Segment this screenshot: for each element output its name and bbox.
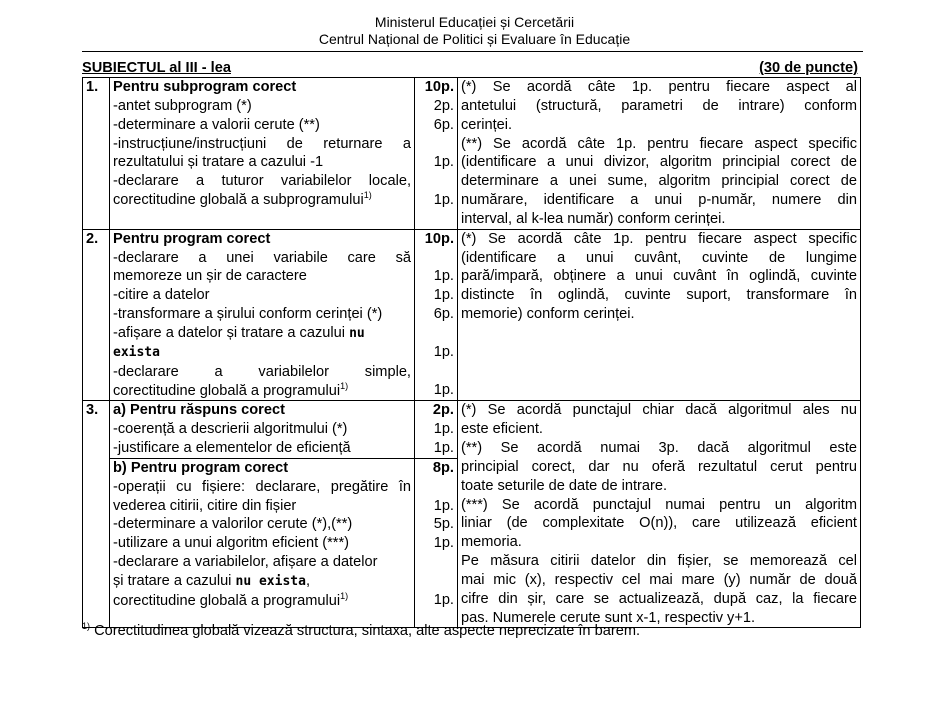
points-value: 2p.	[433, 97, 454, 114]
note-line: antetului (structură, parametri de intrare) conform	[461, 97, 857, 114]
subject-points: (30 de puncte)	[759, 60, 858, 76]
code-keyword: nu exista	[235, 573, 306, 589]
points-value	[418, 572, 454, 591]
note-line: Pe măsura citirii datelor din fișier, se memorează cel	[461, 553, 857, 570]
points-value: 6p.	[433, 306, 454, 323]
code-keyword: exista	[113, 344, 160, 360]
criteria-line	[113, 592, 411, 611]
points-cell	[415, 229, 458, 401]
code-keyword: nu	[349, 325, 365, 341]
points-value: 1p.	[433, 535, 454, 552]
note-line: (**) Se acordă numai 3p. dacă algoritmul este	[461, 440, 857, 457]
points-value: 1p.	[433, 343, 454, 360]
criteria-heading: a) Pentru răspuns corect	[113, 402, 285, 419]
criteria-text: corectitudine globală a subprogramului	[113, 192, 364, 209]
table-row	[83, 229, 861, 401]
points-value	[418, 135, 454, 154]
criteria-line: -transformare a șirului conform cerinței (*)	[113, 306, 383, 323]
points-value: 1p.	[433, 154, 454, 171]
criteria-line	[113, 382, 411, 401]
footnote-mark: 1)	[363, 190, 372, 201]
criteria-line: -declarare a variabilelor simple,	[113, 363, 411, 380]
footnote-mark: 1)	[340, 380, 349, 391]
note-line: (**) Se acordă câte 1p. pentru fiecare aspect specific	[461, 135, 857, 152]
points-value	[418, 478, 454, 497]
item-number: 3.	[83, 401, 110, 628]
criteria-line: rezultatului și tratare a cazului -1	[113, 154, 324, 171]
subject-heading	[82, 59, 858, 77]
criteria-line: -determinare a valorii cerute (**)	[113, 116, 320, 133]
note-line: pas. Numerele cerute sunt x-1, respectiv y+1.	[461, 609, 756, 626]
note-line: memorie) conform cerinței.	[461, 306, 635, 323]
criteria-line: -operații cu fișiere: declarare, pregătire în	[113, 478, 411, 495]
notes-cell	[458, 78, 861, 230]
criteria-line: vederea citirii, citire din fișier	[113, 497, 297, 514]
note-line: toate seturile de date de intrare.	[461, 477, 668, 494]
points-value: 5p.	[433, 516, 454, 533]
note-line: determinare a unei sume, algoritm principial corect de	[461, 173, 857, 190]
criteria-heading: Pentru subprogram corect	[113, 79, 297, 95]
note-line: este eficient.	[461, 421, 543, 438]
table-row	[83, 78, 861, 230]
points-value: 1p.	[433, 497, 454, 514]
header-center: Centrul Național de Politici și Evaluare în Educație	[318, 31, 631, 47]
points-value: 1p.	[433, 192, 454, 209]
criteria-line: -justificare a elementelor de eficiență	[113, 440, 351, 457]
points-total: 8p.	[432, 459, 454, 476]
points-value	[418, 362, 454, 381]
criteria-heading: Pentru program corect	[113, 230, 271, 247]
note-line: memoria.	[461, 534, 522, 551]
note-line: (*) Se acordă câte 1p. pentru fiecare aspect al	[461, 79, 857, 95]
points-value: 6p.	[433, 116, 454, 133]
criteria-text: și tratare a cazului	[113, 572, 232, 589]
note-line: cerinței.	[461, 116, 513, 133]
criteria-line: -declarare a variabilelor, afișare a datelor	[113, 554, 378, 571]
points-value: 1p.	[433, 268, 454, 285]
criteria-text: -afișare a datelor și tratare a cazului	[113, 324, 345, 341]
criteria-cell	[110, 401, 415, 628]
note-line: interval, al k-lea număr) conform cerinței.	[461, 210, 726, 227]
points-value	[418, 249, 454, 268]
notes-cell	[458, 229, 861, 401]
points-total: 10p.	[424, 230, 454, 247]
points-total: 2p.	[432, 402, 454, 419]
note-line: mai mic (x), respectiv cel mai mare (y) număr de două	[461, 571, 857, 588]
note-line: (identificare a unui divizor, algoritm principial corect de	[461, 154, 857, 171]
points-value: 1p.	[433, 421, 454, 438]
criteria-line: -utilizare a unui algoritm eficient (***)	[113, 535, 350, 552]
criteria-line: -instrucțiune/instrucțiuni de returnare a	[113, 135, 411, 152]
note-line: liniar (de complexitate O(n)), care utilizează eficient	[461, 515, 857, 532]
header-divider	[82, 51, 863, 52]
notes-cell	[458, 401, 861, 628]
item-number: 1.	[83, 78, 110, 230]
criteria-line	[113, 191, 411, 210]
footnote-text: Corectitudinea globală vizează structura, sintaxa, alte aspecte neprecizate în barem.	[94, 623, 641, 639]
criteria-line: și tratare a cazului nu exista,	[113, 572, 311, 589]
criteria-line: -declarare a unei variabile care să	[113, 249, 411, 266]
points-value: 1p.	[433, 381, 454, 398]
points-subsection-b	[415, 458, 457, 610]
note-line: (*) Se acordă câte 1p. pentru fiecare aspect specific	[461, 230, 857, 247]
note-line: (***) Se acordă punctajul numai pentru un algoritm	[461, 496, 857, 513]
note-line: pară/impară, obținere a unui cuvânt în oglindă, cuvinte	[461, 268, 857, 285]
note-line: distincte în oglindă, cuvinte suport, transformare în	[461, 287, 857, 304]
points-cell	[415, 401, 458, 628]
points-value: 1p.	[433, 287, 454, 304]
criteria-line: -antet subprogram (*)	[113, 97, 252, 114]
points-cell	[415, 78, 458, 230]
criteria-cell	[110, 229, 415, 401]
subject-title: SUBIECTUL al III - lea	[82, 60, 231, 76]
criteria-line: -determinare a valorilor cerute (*),(**)	[113, 516, 353, 533]
table-row	[83, 401, 861, 628]
note-line: (identificare a unui cuvânt, cuvinte de lungime	[461, 249, 857, 266]
footnote-mark: 1)	[340, 590, 349, 601]
criteria-line	[113, 324, 411, 344]
scoring-table	[82, 77, 861, 628]
note-line: principial corect, dar nu oferă rezultatul cerut pentru	[461, 458, 857, 475]
note-line: numărare, identificare a unui p-număr, numere din	[461, 192, 857, 209]
points-total: 10p.	[424, 79, 454, 95]
criteria-text: corectitudine globală a programului	[113, 592, 341, 609]
criteria-text: corectitudine globală a programului	[113, 382, 341, 399]
criteria-line: -citire a datelor	[113, 287, 210, 304]
criteria-heading: b) Pentru program corect	[113, 459, 289, 476]
footnote	[82, 622, 640, 640]
header-ministry: Ministerul Educației și Cercetării	[374, 14, 575, 30]
points-value: 1p.	[433, 591, 454, 608]
points-value	[418, 172, 454, 191]
points-value	[418, 553, 454, 572]
criteria-line: -declarare a tuturor variabilelor locale,	[113, 173, 411, 190]
footnote-mark: 1)	[82, 621, 91, 632]
criteria-cell	[110, 78, 415, 230]
note-line: (*) Se acordă punctajul chiar dacă algoritmul ales nu	[461, 402, 857, 419]
criteria-subsection-b	[110, 458, 414, 611]
item-number: 2.	[83, 229, 110, 401]
criteria-line: memoreze un șir de caractere	[113, 268, 307, 285]
note-line: cifre din șir, care se actualizează, după caz, la fiecare	[461, 590, 857, 607]
points-value: 1p.	[433, 440, 454, 457]
criteria-line: -coerență a descrierii algoritmului (*)	[113, 421, 348, 438]
points-value	[418, 324, 454, 343]
